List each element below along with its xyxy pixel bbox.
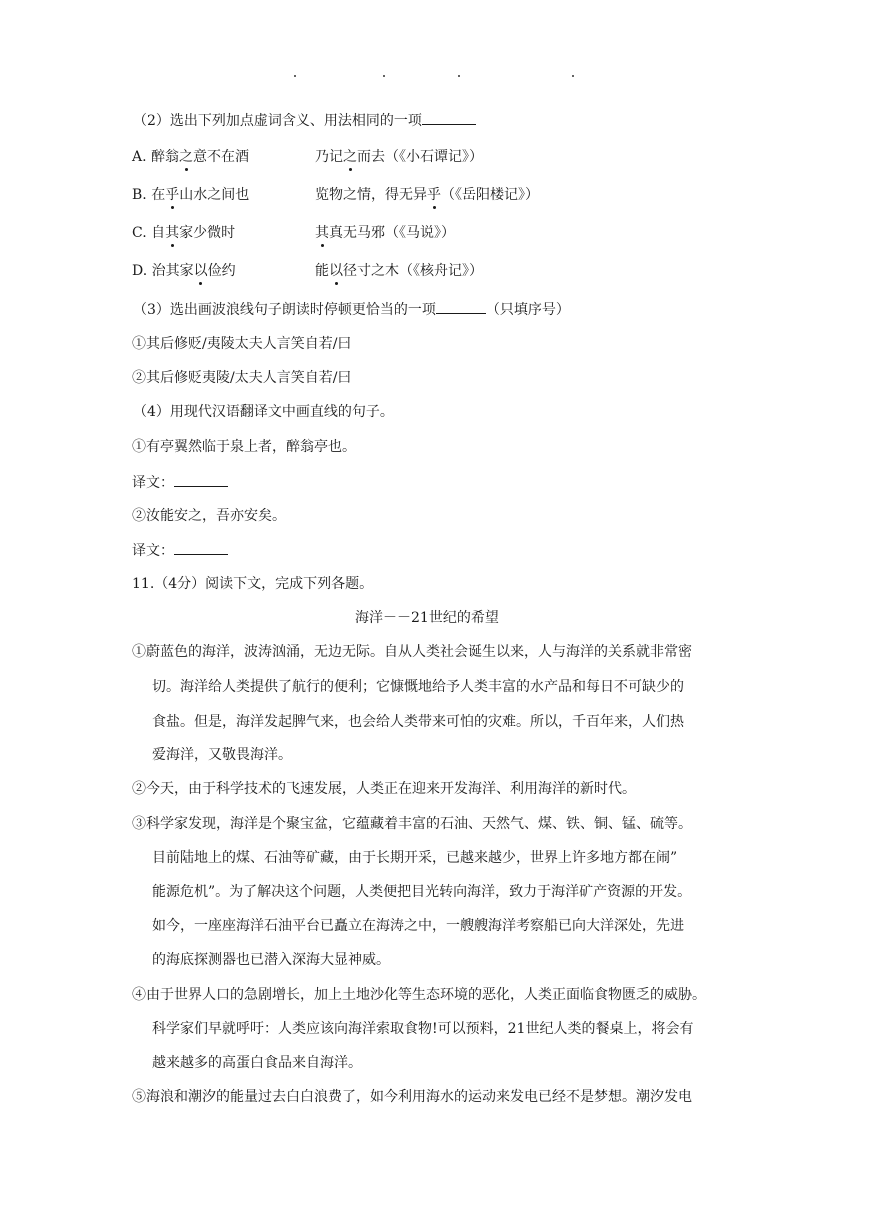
dotted-word: 之	[179, 149, 194, 165]
passage-p2-line: ②今天，由于科学技术的飞速发展，人类正在迎来开发海洋、利用海洋的新时代。	[132, 781, 636, 797]
q3-choice-1: ①其后修贬/夷陵太夫人言笑自若/曰	[132, 336, 352, 352]
option-left-text: 在	[151, 187, 166, 203]
passage-p3-line: 如今，一座座海洋石油平台已矗立在海涛之中，一艘艘海洋考察船已向大洋深处，先进	[152, 918, 684, 934]
passage-p1-line: ①蔚蓝色的海洋，波涛汹涌，无边无际。自从人类社会诞生以来，人与海洋的关系就非常密	[132, 644, 692, 660]
dotted-word: 其	[315, 225, 329, 241]
option-right	[315, 261, 483, 281]
option-left-text: 家少微时	[179, 225, 236, 241]
option-left-text: 醉翁	[151, 149, 180, 165]
q2-option-c	[132, 223, 732, 243]
option-label: D.	[132, 263, 148, 279]
option-right	[315, 185, 539, 205]
translation-blank[interactable]	[174, 472, 228, 487]
passage-p4-line: 越来越多的高蛋白食品来自海洋。	[152, 1055, 362, 1071]
q3-answer-blank[interactable]	[436, 299, 486, 314]
q3-choice-2: ②其后修贬夷陵/太夫人言笑自若/曰	[132, 370, 352, 386]
q2-stem-text: （2）选出下列加点虚词含义、用法相同的一项	[133, 113, 422, 129]
option-right-text: 览物之情，得无异	[315, 187, 427, 203]
option-left-text: 意不在酒	[193, 149, 250, 165]
dotted-word: 其	[165, 225, 180, 241]
q3-stem-text: （3）选出画波浪线句子朗读时停顿更恰当的一项	[133, 302, 436, 318]
q2-option-a	[132, 147, 732, 167]
option-label: A.	[132, 149, 147, 165]
q4-sentence-1: ①有亭翼然临于泉上者，醉翁亭也。	[132, 439, 356, 455]
q4-translation-2	[132, 540, 228, 561]
dotted-word: 以	[329, 263, 343, 279]
q4-stem: （4）用现代汉语翻译文中画直线的句子。	[133, 404, 394, 420]
dotted-word: 之	[343, 149, 357, 165]
dotted-word: 以	[193, 263, 208, 279]
option-right-text: （《岳阳楼记》）	[441, 187, 539, 203]
passage-p3-line: 能源危机”。为了解决这个问题，人类便把目光转向海洋，致力于海洋矿产资源的开发。	[152, 884, 692, 900]
dotted-word: 乎	[427, 187, 441, 203]
option-label: C.	[132, 225, 147, 241]
option-right-text: 径寸之木（《核舟记》）	[343, 263, 483, 279]
passage-p4-line: 科学家们早就呼吁：人类应该向海洋索取食物!可以预料，21世纪人类的餐桌上，将会有	[152, 1021, 694, 1037]
translation-blank[interactable]	[174, 540, 228, 555]
q4-sentence-2: ②汝能安之，吾亦安矣。	[132, 508, 286, 524]
option-right-text: 真无马邪（《马说》）	[329, 225, 455, 241]
translation-label: 译文：	[132, 475, 174, 491]
option-label: B.	[132, 187, 147, 203]
option-left-text: 自	[151, 225, 166, 241]
option-right	[315, 223, 455, 243]
stray-dot-4	[572, 75, 574, 77]
passage-p5-line: ⑤海浪和潮汐的能量过去白白浪费了，如今利用海水的运动来发电已经不是梦想。潮汐发电	[132, 1089, 692, 1105]
option-right-text: 而去（《小石谭记》）	[357, 149, 483, 165]
stray-dot-3	[458, 75, 460, 77]
passage-p1-line: 切。海洋给人类提供了航行的便利；它慷慨地给予人类丰富的水产品和每日不可缺少的	[152, 679, 684, 695]
passage-p3-line: ③科学家发现，海洋是个聚宝盆，它蕴藏着丰富的石油、天然气、煤、铁、铜、锰、硫等。	[132, 816, 692, 832]
dotted-word: 乎	[165, 187, 180, 203]
option-right-text: 乃记	[315, 149, 343, 165]
q3-stem-suffix: （只填序号）	[485, 302, 570, 318]
q2-stem	[133, 110, 476, 131]
q2-option-d	[132, 261, 732, 281]
option-left-text: 治其家	[151, 263, 194, 279]
passage-p1-line: 食盐。但是，海洋发起脾气来，也会给人类带来可怕的灾难。所以，千百年来，人们热	[152, 714, 684, 730]
passage-p3-line: 的海底探测器也已潜入深海大显神威。	[152, 952, 390, 968]
stray-dot-2	[383, 75, 385, 77]
option-right	[315, 147, 483, 167]
option-left-text: 俭约	[207, 263, 236, 279]
option-right-text: 能	[315, 263, 329, 279]
q2-option-b	[132, 185, 732, 205]
passage-title: 海洋－－21世纪的希望	[355, 610, 499, 626]
q11-stem: 11.（4分）阅读下文，完成下列各题。	[132, 576, 374, 592]
stray-dot-1	[294, 75, 296, 77]
q3-stem	[133, 299, 570, 320]
option-left-text: 山水之间也	[179, 187, 250, 203]
translation-label: 译文：	[132, 543, 174, 559]
passage-p4-line: ④由于世界人口的急剧增长，加上土地沙化等生态环境的恶化，人类正面临食物匮乏的威胁。	[132, 987, 706, 1003]
passage-p1-line: 爱海洋，又敬畏海洋。	[152, 747, 292, 763]
passage-p3-line: 目前陆地上的煤、石油等矿藏，由于长期开采，已越来越少，世界上许多地方都在闹”	[152, 850, 678, 866]
q2-answer-blank[interactable]	[422, 110, 476, 125]
q4-translation-1	[132, 472, 228, 493]
